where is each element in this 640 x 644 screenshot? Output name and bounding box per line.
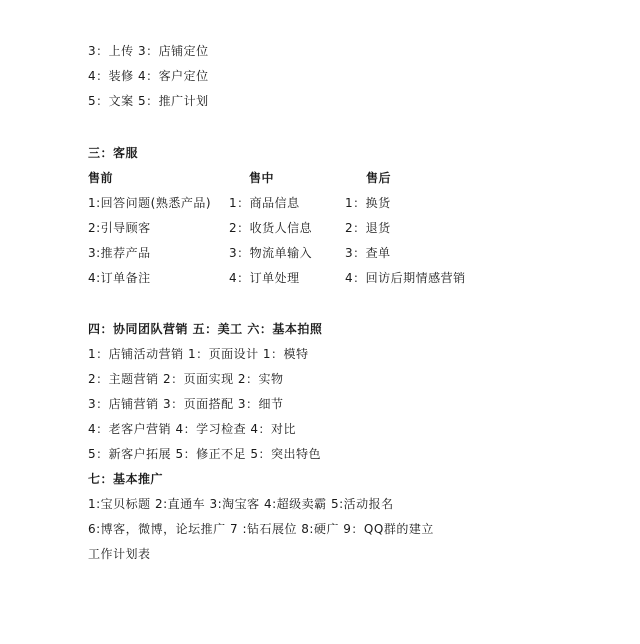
list-item: 5：新客户拓展 5：修正不足 5：突出特色 [88, 447, 322, 461]
section-heading-team: 四：协同团队营销 五：美工 六：基本拍照 [88, 322, 323, 336]
intro-line: 5：文案 5：推广计划 [88, 94, 209, 108]
list-item: 1：商品信息 [229, 196, 300, 210]
section-heading-service: 三：客服 [88, 146, 139, 160]
list-item: 3：店铺营销 3：页面搭配 3：细节 [88, 397, 284, 411]
list-item: 3:推荐产品 [88, 246, 151, 260]
list-item: 3：物流单输入 [229, 246, 313, 260]
intro-line: 4：装修 4：客户定位 [88, 69, 209, 83]
intro-line: 3：上传 3：店铺定位 [88, 44, 209, 58]
list-item: 4：老客户营销 4：学习检查 4：对比 [88, 422, 297, 436]
column-title-insale: 售中 [249, 171, 275, 185]
list-item: 2：退货 [345, 221, 391, 235]
list-item: 3：查单 [345, 246, 391, 260]
list-item: 1：店铺活动营销 1：页面设计 1：模特 [88, 347, 309, 361]
column-title-aftersale: 售后 [366, 171, 392, 185]
list-item: 4：订单处理 [229, 271, 300, 285]
list-item: 1:宝贝标题 2:直通车 3:淘宝客 4:超级卖霸 5:活动报名 [88, 497, 394, 511]
footer-line: 工作计划表 [88, 547, 151, 561]
list-item: 1：换货 [345, 196, 391, 210]
section-heading-promotion: 七：基本推广 [88, 472, 164, 486]
list-item: 4：回访后期情感营销 [345, 271, 466, 285]
list-item: 2:引导顾客 [88, 221, 151, 235]
list-item: 4:订单备注 [88, 271, 151, 285]
list-item: 6:博客，微博，论坛推广 7 :钻石展位 8:硬广 9：QQ群的建立 [88, 522, 434, 536]
list-item: 2：收货人信息 [229, 221, 313, 235]
list-item: 1:回答问题(熟悉产品) [88, 196, 212, 210]
list-item: 2：主题营销 2：页面实现 2：实物 [88, 372, 284, 386]
column-title-presale: 售前 [88, 171, 114, 185]
